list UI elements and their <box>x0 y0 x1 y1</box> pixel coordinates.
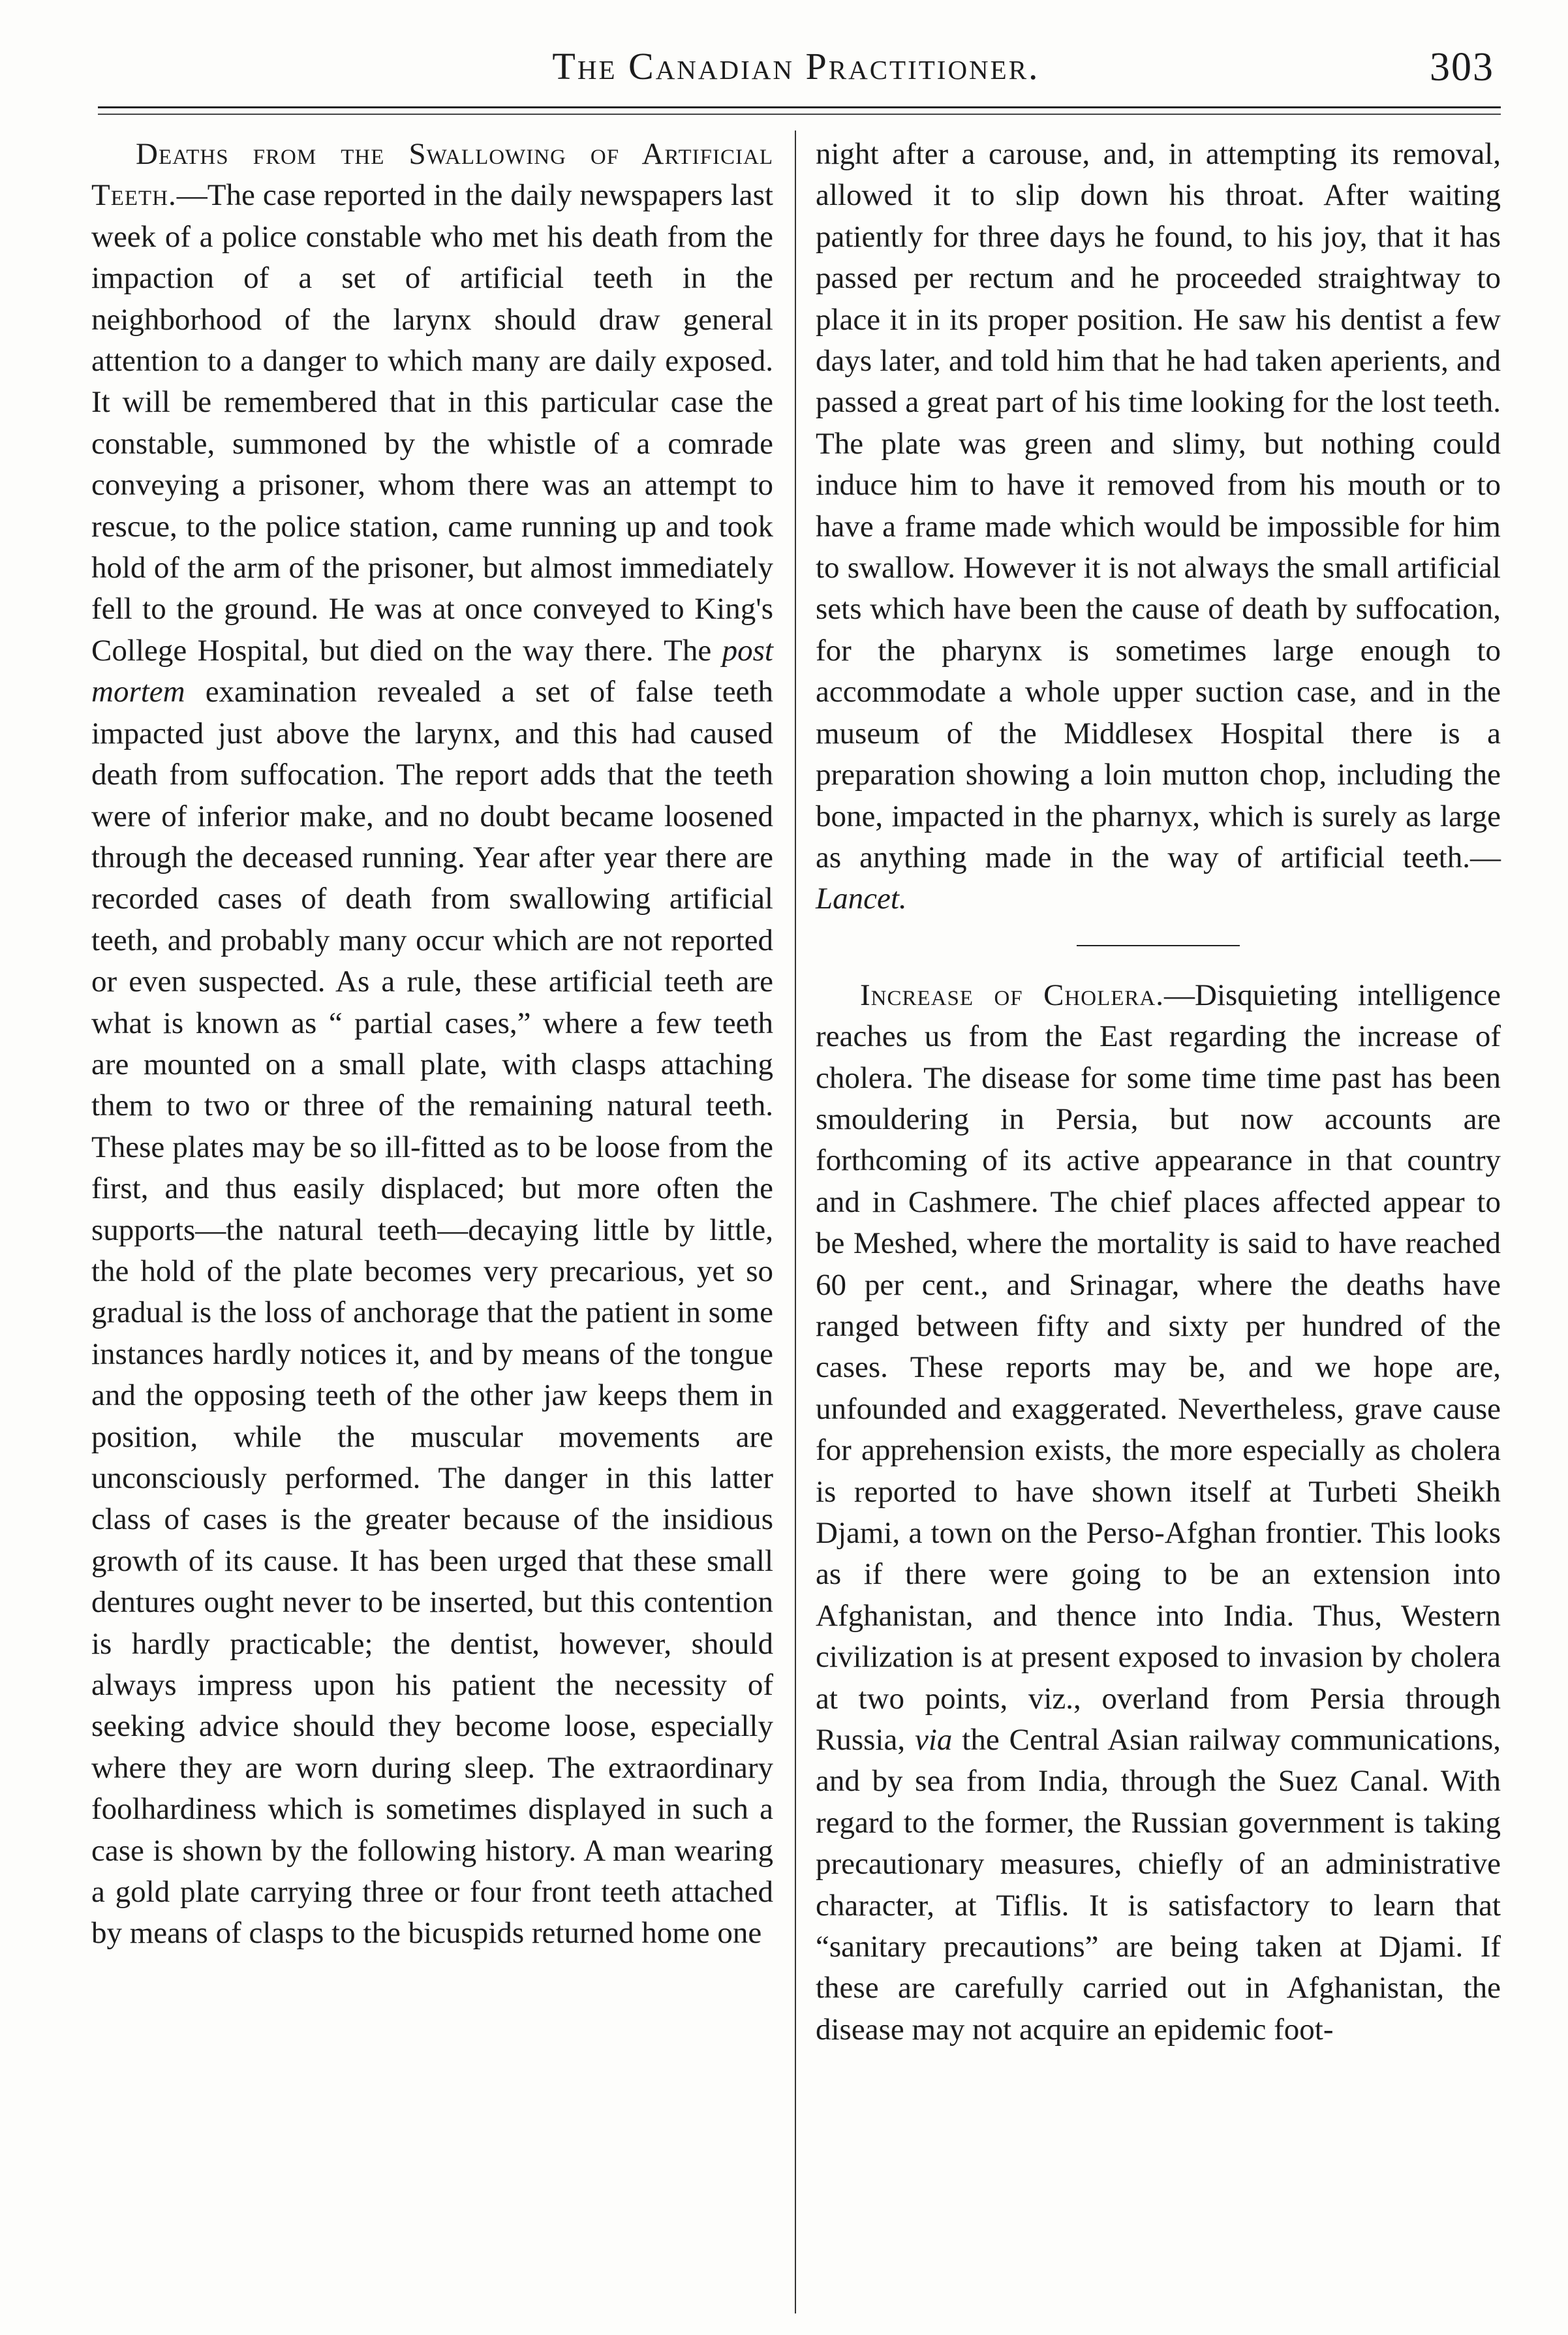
journal-title: The Canadian Practitioner. <box>552 45 1040 87</box>
italic-term: via <box>914 1723 953 1757</box>
running-head <box>91 38 1501 103</box>
article-heading-cholera: Increase of Cholera. <box>860 978 1164 1012</box>
left-column <box>91 134 773 1955</box>
article-cholera-paragraph <box>816 975 1501 2051</box>
article-text: —Disquieting intelligence reaches us from the East regarding the increase of cholera. The disease for some time time past has been smouldering in Persia, but now accounts are forthcoming of its active appearance in that country and in Cashmere. The chief places affected appear to be Meshed, where the mortality is said to have reached 60 per cent., and Srinagar, where the deaths have ranged between fifty and sixty per hundred of the cases. These reports may be, and we hope are, unfounded and exaggerated. Nevertheless, grave cause for apprehension exists, the more especially as cholera is reported to have shown itself at Turbeti Sheikh Djami, a town on the Perso-Afghan frontier. This looks as if there were going to be an extension into Afghanistan, and thence into India. Thus, Western civilization is at present exposed to invasion by cholera at two points, viz., overland from Persia through Russia, <box>816 978 1501 1757</box>
article-heading-teeth: Deaths from the Swallowing of Artificial Teeth. <box>91 137 773 213</box>
header-rule <box>98 106 1501 108</box>
italic-term: post mortem <box>91 633 773 709</box>
article-text: night after a carouse, and, in attempting its removal, allowed it to slip down his throat. After waiting patiently for three days he found, to his joy, that it has passed per rectum and he proceeded straightway to place it in its proper position. He saw his dentist a few days later, and told him that he had taken aperients, and passed a great part of his time looking for the lost teeth. The plate was green and slimy, but nothing could induce him to have it removed from his mouth or to have a frame made which would be impossible for him to swallow. However it is not always the small artificial sets which have been the cause of death by suffocation, for the pharynx is sometimes large enough to accommodate a whole upper suction case, and in the museum of the Middlesex Hospital there is a preparation showing a loin mutton chop, including the bone, impacted in the pharnyx, which is surely as large as anything made in the way of artificial teeth.— <box>816 137 1501 874</box>
article-text: examination revealed a set of false teeth impacted just above the larynx, and this had caused death from suffocation. The report adds that the teeth were of inferior make, and no doubt became loosened through the deceased running. Year after year there are recorded cases of death from swallowing artificial teeth, and probably many occur which are not reported or even suspected. As a rule, these artificial teeth are what is known as “ partial cases,” where a few teeth are mounted on a small plate, with clasps attaching them to two or three of the remaining natural teeth. These plates may be so ill-fitted as to be loose from the first, and thus easily displaced; but more often the supports—the natural teeth—decaying little by little, the hold of the plate becomes very precarious, yet so gradual is the loss of anchorage that the patient in some instances hardly notices it, and by means of the tongue and the opposing teeth of the other jaw keeps them in position, while the muscular movements are unconsciously performed. The danger in this latter class of cases is the greater because of the insidious growth of its cause. It has been urged that these small dentures ought never to be inserted, but this contention is hardly practicable; the dentist, however, should always impress upon his patient the necessity of seeking advice should they become loose, especially where they are worn during sleep. The extraordinary foolhardiness which is sometimes displayed in such a case is shown by the following history. A man wearing a gold plate carrying three or four front teeth attached by means of clasps to the bicuspids returned home one <box>91 675 773 1951</box>
article-teeth-paragraph <box>91 134 773 1955</box>
section-divider <box>1077 945 1240 946</box>
column-divider <box>795 131 796 2313</box>
article-text: the Central Asian railway communications, and by sea from India, through the Suez Canal. With regard to the former, the Russian government is taking precautionary measures, chiefly of an administrative character, at Tiflis. It is satisfactory to learn that “sanitary precautions” are being taken at Djami. If these are carefully carried out in Afghanistan, the disease may not acquire an epidemic foot- <box>816 1723 1501 2047</box>
article-text: —The case reported in the daily newspapers last week of a police constable who met his death from the impaction of a set of artificial teeth in the neighborhood of the larynx should draw general attention to a danger to which many are daily exposed. It will be remembered that in this particular case the constable, summoned by the whistle of a comrade conveying a prisoner, whom there was an attempt to rescue, to the police station, came running up and took hold of the arm of the prisoner, but almost immediately fell to the ground. He was at once conveyed to King's College Hospital, but died on the way there. The <box>91 178 773 668</box>
page-number: 303 <box>1430 45 1494 89</box>
source-citation: Lancet. <box>816 882 907 916</box>
article-teeth-continuation <box>816 134 1501 920</box>
header-rule-secondary <box>98 114 1501 115</box>
right-column <box>816 134 1501 2050</box>
